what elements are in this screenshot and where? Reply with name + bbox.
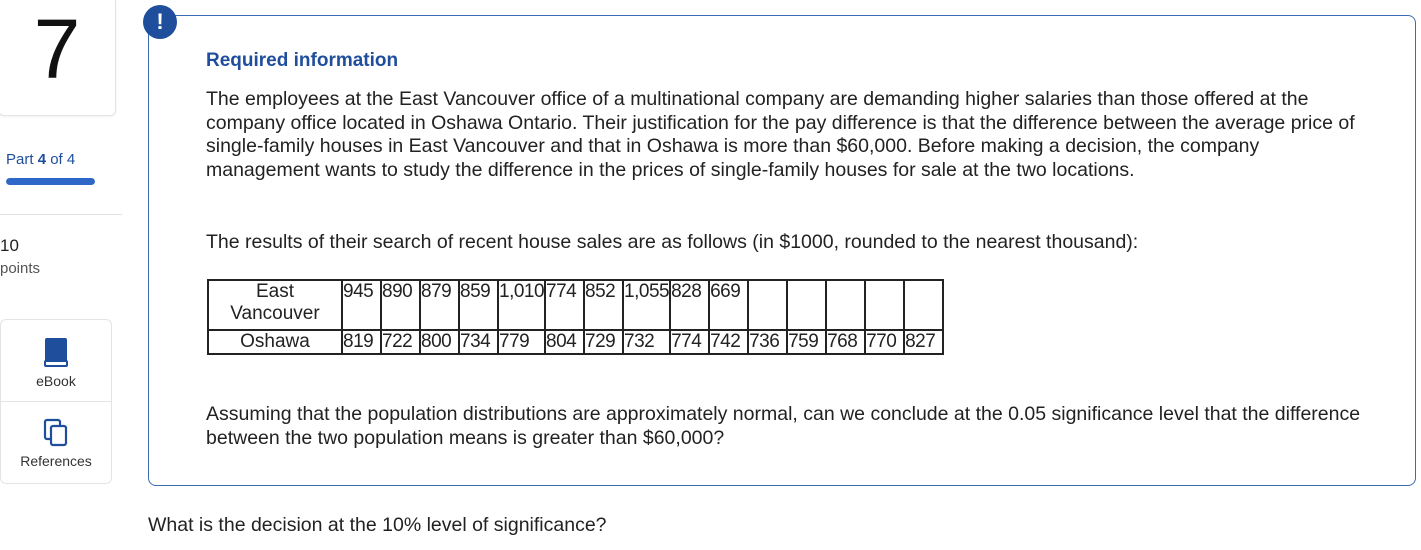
- table-cell: 804: [545, 330, 584, 354]
- table-cell: 732: [623, 330, 670, 354]
- required-info-title: Required information: [206, 50, 399, 71]
- points-label: points: [0, 260, 41, 277]
- table-row: [208, 280, 943, 330]
- table-cell: 827: [904, 330, 943, 354]
- table-cell: 768: [826, 330, 865, 354]
- table-cell: 1,010: [498, 280, 545, 330]
- table-cell: [787, 280, 826, 330]
- house-price-table: [207, 279, 944, 355]
- table-cell: 774: [670, 330, 709, 354]
- data-intro: The results of their search of recent house sales are as follows (in $1000, rounded to the nearest thousand):: [206, 231, 1139, 253]
- sidebar-divider: [0, 214, 122, 215]
- table-cell: 734: [459, 330, 498, 354]
- table-cell: 828: [670, 280, 709, 330]
- table-cell: 722: [381, 330, 420, 354]
- ebook-button[interactable]: [0, 319, 112, 402]
- references-label: References: [20, 453, 92, 469]
- table-cell: 859: [459, 280, 498, 330]
- question-number: 7: [33, 2, 81, 96]
- table-cell: [826, 280, 865, 330]
- problem-question: Assuming that the population distributions are approximately normal, can we conclude at the 0.05 significance level that the difference between the two population means is greater than $60,000?: [206, 403, 1361, 449]
- table-cell: 774: [545, 280, 584, 330]
- problem-description: The employees at the East Vancouver office of a multinational company are demanding higher salaries than those offered at the company office located in Oshawa Ontario. Their justification for the pay difference is that the difference between the average price of single-family houses in East Vancouver and that in Oshawa is more than $60,000. Before making a decision, the company management wants to study the difference in the prices of single-family houses for sale at the two locations.: [206, 88, 1355, 181]
- table-cell: 729: [584, 330, 623, 354]
- table-cell: 945: [342, 280, 381, 330]
- points-value: 10: [0, 236, 19, 255]
- table-cell: 669: [709, 280, 748, 330]
- table-cell: 736: [748, 330, 787, 354]
- references-button[interactable]: [0, 401, 112, 484]
- table-cell: 819: [342, 330, 381, 354]
- table-cell: 1,055: [623, 280, 670, 330]
- table-cell: 759: [787, 330, 826, 354]
- table-cell: 852: [584, 280, 623, 330]
- part-progress-fill: [6, 178, 95, 185]
- table-row-label: East Vancouver: [208, 280, 342, 330]
- table-cell: 742: [709, 330, 748, 354]
- table-cell: 890: [381, 280, 420, 330]
- table-cell: 770: [865, 330, 904, 354]
- copy-icon: [43, 418, 69, 448]
- table-cell: 779: [498, 330, 545, 354]
- table-cell: [904, 280, 943, 330]
- table-cell: 800: [420, 330, 459, 354]
- table-row-label: Oshawa: [208, 330, 342, 354]
- table-row: [208, 330, 943, 354]
- part-progress-bar: [6, 178, 95, 185]
- sub-question: What is the decision at the 10% level of significance?: [148, 514, 607, 536]
- table-cell: [748, 280, 787, 330]
- ebook-label: eBook: [36, 373, 76, 389]
- table-cell: 879: [420, 280, 459, 330]
- book-icon: [43, 336, 69, 368]
- question-number-card: [0, 0, 116, 116]
- alert-icon: !: [143, 5, 177, 39]
- part-indicator: Part 4 of 4: [6, 151, 76, 168]
- table-cell: [865, 280, 904, 330]
